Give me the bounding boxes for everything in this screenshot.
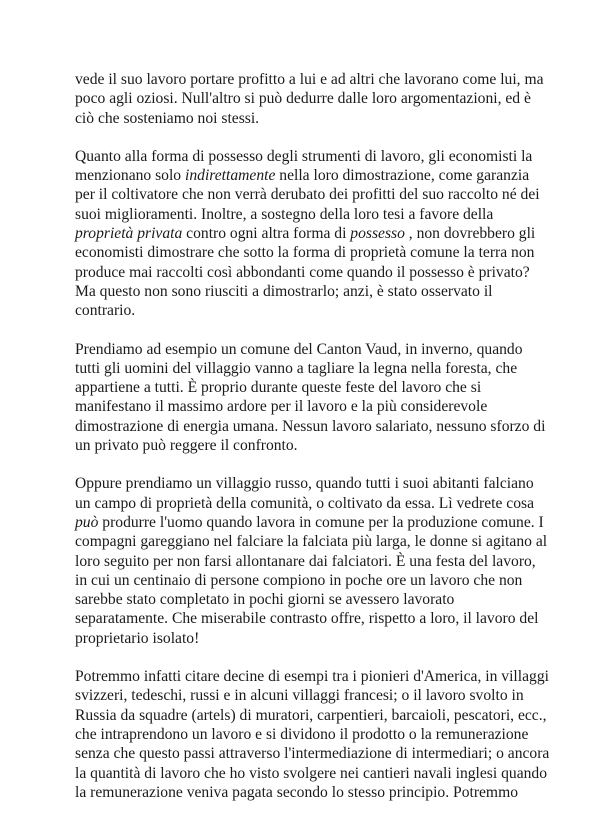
paragraph-2 [75,147,545,321]
text-segment: che intraprendono un lavoro e si dividono il prodotto o la remunerazione [75,725,529,743]
text-line [75,359,545,378]
text-line [75,263,545,282]
text-line [75,725,545,744]
text-segment: Prendiamo ad esempio un comune del Canton Vaud, in inverno, quando [75,340,523,358]
italic-text: può [75,513,99,531]
text-segment: la quantità di lavoro che ho visto svolgere nei cantieri navali inglesi quando [75,764,548,782]
text-segment: Ma questo non sono riusciti a dimostrarlo; anzi, è stato osservato il [75,282,493,300]
text-line [75,706,545,725]
text-line [75,397,545,416]
text-segment: la remunerazione veniva pagata secondo lo stesso principio. Potremmo [75,783,518,801]
text-segment: poco agli oziosi. Null'altro si può dedurre dalle loro argomentazioni, ed è [75,90,531,108]
text-line [75,166,545,185]
text-segment: produce mai raccolti così abbondanti come quando il possesso è privato? [75,263,530,281]
text-segment: tutti gli uomini del villaggio vanno a tagliare la legna nella foresta, che [75,359,518,377]
text-segment: dimostrazione di energia umana. Nessun lavoro salariato, nessuno sforzo di [75,417,546,435]
text-segment: Oppure prendiamo un villaggio russo, quando tutti i suoi abitanti falciano [75,475,534,493]
text-line [75,783,545,802]
text-line [75,571,545,590]
document-page [75,70,550,821]
text-line [75,436,545,455]
text-segment: Potremmo infatti citare decine di esempi tra i pionieri d'America, in villaggi [75,668,549,686]
text-line [75,378,545,397]
text-line [75,70,545,89]
text-segment: contro ogni altra forma di [182,225,351,243]
text-line [75,109,545,128]
text-line [75,532,548,551]
text-segment: menzionano solo [75,167,186,185]
text-line [75,301,545,320]
text-segment: loro seguito per non farsi allontanare dai falciatori. È una festa del lavoro, [75,552,536,570]
italic-text: possesso [350,225,405,243]
text-line [75,224,545,243]
text-line [75,89,545,108]
paragraph-1 [75,70,545,128]
text-segment: vede il suo lavoro portare profitto a lui e ad altri che lavorano come lui, ma [75,71,544,88]
text-line [75,340,545,359]
text-line [75,609,545,628]
text-segment: separatamente. Che miserabile contrasto offre, rispetto a loro, il lavoro del [75,610,539,628]
text-segment: proprietario isolato! [75,629,200,647]
text-segment: ciò che sosteniamo noi stessi. [75,109,260,127]
text-segment: per il coltivatore che non verrà derubato dei profitti del suo raccolto né dei [75,186,540,204]
text-line [75,686,545,705]
text-line [75,552,545,571]
text-line [75,590,545,609]
text-line [75,243,545,262]
text-segment: contrario. [75,302,136,320]
text-line [75,205,545,224]
text-line [75,513,545,532]
text-line [75,629,545,648]
text-line [75,147,545,166]
paragraph-5 [75,667,550,802]
text-line [75,667,549,686]
text-segment: in cui un centinaio di persone compiono in poche ore un lavoro che non [75,571,523,589]
text-segment: un campo di proprietà della comunità, o coltivato da essa. Lì vedrete cosa [75,494,534,512]
text-segment: compagni gareggiano nel falciare la falciata più larga, le donne si agitano al [75,533,548,551]
paragraph-4 [75,474,548,648]
text-segment: appartiene a tutti. È proprio durante queste feste del lavoro che si [75,379,482,397]
text-segment: senza che questo passi attraverso l'intermediazione di intermediari; o ancora [75,745,550,763]
text-segment: Quanto alla forma di possesso degli strumenti di lavoro, gli economisti la [75,147,533,165]
text-line [75,494,545,513]
text-line [75,282,545,301]
text-line [75,417,545,436]
text-segment: , non dovrebbero gli [404,225,536,243]
text-line [75,474,545,493]
text-line [75,744,550,763]
text-line [75,185,545,204]
text-segment: economisti dimostrare che sotto la forma di proprietà comune la terra non [75,244,535,262]
text-segment: produrre l'uomo quando lavora in comune per la produzione comune. I [98,513,544,531]
text-segment: un privato può reggere il confronto. [75,437,298,455]
text-segment: suoi miglioramenti. Inoltre, a sostegno della loro tesi a favore della [75,205,494,223]
text-segment: manifestano il massimo ardore per il lavoro e la più considerevole [75,398,488,416]
text-segment: nella loro dimostrazione, come garanzia [275,167,530,185]
italic-text: indirettamente [185,167,276,185]
text-line [75,764,548,783]
text-segment: sarebbe stato completato in pochi giorni se avessero lavorato [75,591,455,609]
paragraph-3 [75,340,545,456]
italic-text: proprietà privata [75,225,183,243]
text-segment: Russia da squadre (artels) di muratori, carpentieri, barcaioli, pescatori, ecc., [75,706,547,724]
text-segment: svizzeri, tedeschi, russi e in alcuni villaggi francesi; o il lavoro svolto in [75,687,524,705]
